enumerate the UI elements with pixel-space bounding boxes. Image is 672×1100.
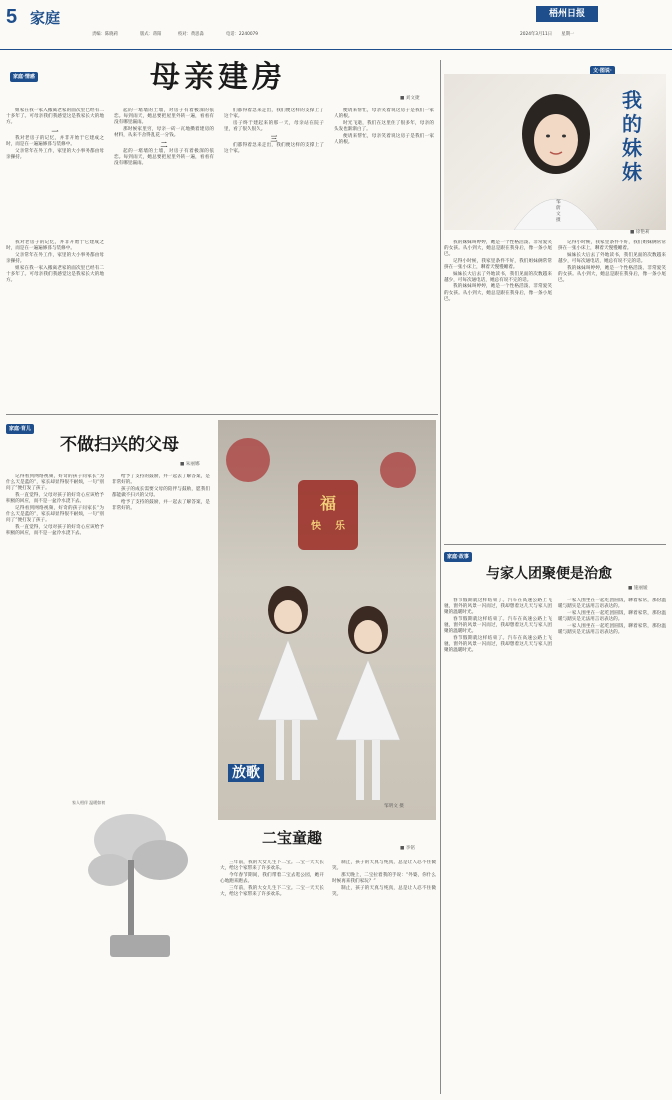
article-two-author: ■ 朱丽娜 bbox=[180, 462, 200, 467]
divider-main bbox=[6, 414, 438, 415]
section-mark-two: 二 bbox=[160, 139, 168, 149]
divider-right-column bbox=[440, 60, 441, 1094]
article-two-col1: 记得看到网络视频，好奇的孩子问家长“为什么天是蓝的”，家长却显得很不耐烦，一句“别问了”便打发了孩子。 我一直觉得，父母对孩子的好奇心应该给予积极的回应，而不是一盆冷水浇下去。 记得看到网络视频，好奇的孩子问家长“为什么天是蓝的”，家长却显得很不耐烦，一句“别问了”便打发了孩子。 我一直觉得，父母对孩子的好奇心应该给予积极的回应，而不是一盆冷水浇下去。 bbox=[6, 474, 104, 536]
article-three-tag: 家庭·故事 bbox=[444, 552, 472, 562]
poem-author: ■ 李铭 bbox=[400, 846, 415, 851]
paper-logo: 梧州日报 bbox=[536, 6, 598, 22]
article-two-col2: 给予了支持的鼓励，并一起去了解答案，是非常好的。 孩子的成长需要父母的陪伴与鼓励，愿我们都能做不扫兴的父母。 给予了支持的鼓励，并一起去了解答案，是非常好的。 bbox=[112, 474, 210, 511]
article-three-author: ■ 施丽媛 bbox=[628, 586, 648, 591]
weekday: 星期一 bbox=[561, 32, 575, 37]
plant-illustration bbox=[70, 800, 210, 960]
feature-photo bbox=[444, 74, 666, 230]
feature-vertical-title: 我的妹妹 bbox=[622, 88, 642, 184]
feature-right-tag: 文·图说· bbox=[590, 66, 615, 76]
dateline bbox=[520, 32, 574, 38]
banner-char-le: 乐 bbox=[335, 521, 345, 532]
article-main-col3: 们都得着急来走出，我们便这样的支撑上了这个家。 房子终于建起来的那一天，母亲站在院子里，看了很久很久。 三 们都得着急来走出，我们便这样的支撑上了这个家。 bbox=[224, 108, 324, 154]
article-main-col4: 便请来帮忙，母亲笑着说这房子是我们一家人的根。 时光飞逝，我们在这里住了很多年，母亲的头发也渐渐白了。 便请来帮忙，母亲笑着说这房子是我们一家人的根。 bbox=[334, 108, 434, 145]
article-two-tag: 家庭·育儿 bbox=[6, 424, 34, 434]
article-two-title: 不做扫兴的父母 bbox=[60, 435, 179, 455]
article-main-author: ■ 刘文捷 bbox=[400, 96, 420, 101]
banner-char-fu: 福 bbox=[319, 494, 336, 513]
article-main-title: 母亲建房 bbox=[150, 60, 286, 95]
credit-editor: 责编：陈晓莉 bbox=[92, 32, 118, 37]
kids-photo-caption: 邹明文 摄 bbox=[384, 804, 404, 809]
kids-photo-scene bbox=[218, 420, 436, 820]
credit-layout: 版式：蒋阳 bbox=[140, 32, 162, 37]
kids-photo bbox=[218, 420, 436, 820]
page-number: 5 bbox=[6, 6, 18, 28]
article-main-col1b: 我对老房子的记忆，并非开始于它建成之时，而是在一遍遍修葺与装修中。 父亲常年在外工作，家里的大小事务都由母亲操持。 姐家在我一家入搬离老家的面次里已经有二十多年了。可母亲我们我感觉这是我家长大的地方。 bbox=[6, 240, 104, 283]
divider-article-three bbox=[444, 544, 666, 545]
poem-col2: 制止，孩子的天真与纯真，总是让人忍不住微笑。 那天晚上，二宝拉着我的手说：“外婆，你什么时候再来我们家玩？” 制止，孩子的天真与纯真，总是让人忍不住微笑。 bbox=[332, 860, 436, 897]
date: 2024年3月11日 bbox=[520, 32, 553, 37]
illustration-caption: 家人相伴 温暖如初 bbox=[72, 800, 106, 805]
poem-col1: 三年前，我的大女儿生下二宝。二宝一天天长大，给这个家带来了许多欢乐。 今年春节期间，我们带着二宝去逛公园，她开心地跑来跑去。 三年前，我的大女儿生下二宝。二宝一天天长大，给这个家带来了许多欢乐。 bbox=[220, 860, 324, 897]
feature-col1: 我的妹妹叫婷婷，她是一个性格活泼、非常爱笑的女孩。从小到大，她总是跟在我身后，像一条小尾巴。 记得小时候，我家里条件不好，我们姐妹俩常常挤在一张小床上，聊着天慢慢睡着。 妹妹长大后去了外地读书，我们见面的次数越来越少，可每次通电话，她总有说不完的话。 我的妹妹叫婷婷，她是一个性格活泼、非常爱笑的女孩。从小到大，她总是跟在我身后，像一条小尾巴。 bbox=[444, 240, 552, 302]
article-main-col2: 起的一堵墙的土墙，对房子有着极深的依恋。每到雨天，她总要把屋里外转一遍，看看有没有哪里漏雨。 那时候家里穷，母亲一砖一瓦地攒着建房的材料，从来不舍得乱花一分钱。 二 起的一堵墙的土墙，对房子有着极深的依恋。每到雨天，她总要把屋里外转一遍，看看有没有哪里漏雨。 bbox=[114, 108, 214, 166]
article-three-title: 与家人团聚便是治愈 bbox=[486, 566, 612, 582]
section-title: 家庭 bbox=[30, 9, 61, 27]
article-main-tag: 家庭·情感 bbox=[10, 72, 38, 82]
credit-proofread: 校对：黄思淼 bbox=[178, 32, 204, 37]
section-mark-one: 一 bbox=[51, 126, 59, 136]
banner-char-kuai: 快 bbox=[311, 521, 321, 532]
section-mark-three: 三 bbox=[270, 133, 278, 143]
feature-author: ■ 徐艳莉 bbox=[630, 230, 650, 235]
article-main-col1: 姐家在我一家入搬离老家的面次里已经有二十多年了。可母亲我们我感觉这是我家长大的地方。 一 我对老房子的记忆，并非开始于它建成之时，而是在一遍遍修葺与装修中。 父亲常年在外工作，家里的大小事务都由母亲操持。 bbox=[6, 108, 104, 160]
feature-photo-caption: 邹蔚文 摄 bbox=[556, 200, 561, 223]
article-three-col1: 春节假期就这样结束了。汽车在高速公路上飞驰，窗外的风景一闪而过，我却想着这几天与家人团聚的温暖时光。 春节假期就这样结束了。汽车在高速公路上飞驰，窗外的风景一闪而过，我却想着这几天与家人团聚的温暖时光。 春节假期就这样结束了。汽车在高速公路上飞驰，窗外的风景一闪而过，我却想着这几天与家人团聚的温暖时光。 bbox=[444, 598, 552, 653]
masthead bbox=[0, 0, 672, 50]
poem-title: 二宝童趣 bbox=[262, 829, 323, 847]
article-three-col2: 一家人围坐在一起吃团圆饭，聊着家常，那份温暖与踏实是无法用言语表达的。 一家人围坐在一起吃团圆饭，聊着家常，那份温暖与踏实是无法用言语表达的。 一家人围坐在一起吃团圆饭，聊着家常，那份温暖与踏实是无法用言语表达的。 bbox=[558, 598, 666, 635]
poem-section-tag: 放歌 bbox=[228, 764, 264, 782]
feature-col2: 记得小时候，我家里条件不好，我们姐妹俩常常挤在一张小床上，聊着天慢慢睡着。 妹妹长大后去了外地读书，我们见面的次数越来越少，可每次通电话，她总有说不完的话。 我的妹妹叫婷婷，她是一个性格活泼、非常爱笑的女孩。从小到大，她总是跟在我身后，像一条小尾巴。 bbox=[558, 240, 666, 283]
credit-phone: 电话：2240079 bbox=[226, 32, 259, 37]
